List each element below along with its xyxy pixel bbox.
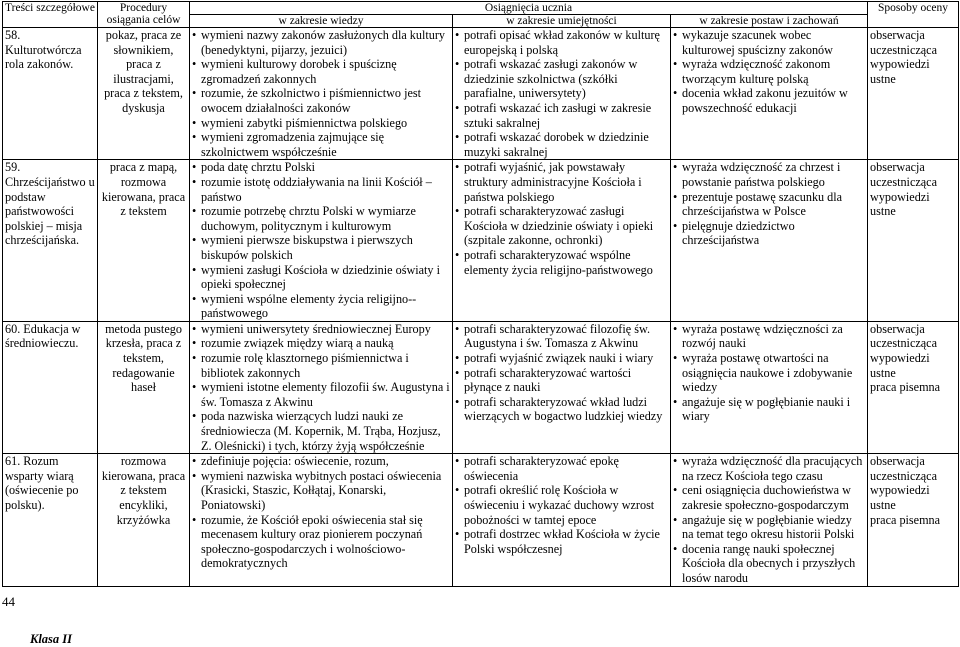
list-item: • wymieni istotne elementy filozofii św. Augustyna i św. Tomasza z Akwinu	[192, 380, 450, 409]
list-item: • potrafi scharakteryzować epokę oświecenia	[455, 454, 668, 483]
list-item: • wykazuje szacunek wobec kulturowej spuścizny zakonów	[673, 28, 865, 57]
knowledge-cell	[190, 454, 453, 586]
list-item: • angażuje się w pogłębianie wiedzy na temat tego okresu historii Polski	[673, 513, 865, 542]
procedures-cell: metoda pustego krzesła, praca z tekstem, redagowanie haseł	[98, 321, 190, 453]
topic-cell: 59. Chrześcijaństwo u podstaw państwowości polskiej – misja chrześcijańska.	[3, 160, 98, 322]
assessment-item: obserwacja uczestnicząca	[870, 321, 937, 351]
assessment-item: obserwacja uczestnicząca	[870, 454, 937, 483]
list-item: • wyraża postawę wdzięczności za rozwój nauki	[673, 322, 865, 351]
list-item: • potrafi wskazać dorobek w dziedzinie muzyki sakralnej	[455, 130, 668, 159]
assessment-cell	[868, 160, 959, 322]
assessment-item: wypowiedzi ustne	[870, 351, 930, 380]
list-item: • wyraża postawę otwartości na osiągnięcia naukowe i zdobywanie wiedzy	[673, 351, 865, 395]
knowledge-cell	[190, 160, 453, 322]
list-item: • wymieni zgromadzenia zajmujące się szkolnictwem współcześnie	[192, 130, 450, 159]
procedures-cell: pokaz, praca ze słownikiem, praca z ilustracjami, praca z tekstem, dyskusja	[98, 28, 190, 160]
table-row	[3, 454, 959, 586]
assessment-item: praca pisemna	[870, 380, 941, 395]
list-item: • potrafi scharakteryzować wartości płynące z nauki	[455, 366, 668, 395]
table-row	[3, 160, 959, 322]
skills-cell	[453, 321, 671, 453]
assessment-item: wypowiedzi ustne	[870, 483, 930, 512]
list-item: • docenia wkład zakonu jezuitów w powszechność edukacji	[673, 86, 865, 115]
list-item: • potrafi wskazać ich zasługi w zakresie sztuki sakralnej	[455, 101, 668, 130]
list-item: • docenia rangę nauki społecznej Kościoła dla obecnych i przyszłych losów narodu	[673, 542, 865, 586]
list-item: • prezentuje postawę szacunku dla chrześcijaństwa w Polsce	[673, 190, 865, 219]
list-item: • wymieni kulturowy dorobek i spuściznę zgromadzeń zakonnych	[192, 57, 450, 86]
header-osiagniecia: Osiągnięcia ucznia	[190, 2, 868, 15]
header-postaw: w zakresie postaw i zachowań	[671, 15, 868, 28]
page-number: 44	[2, 594, 15, 609]
assessment-item: obserwacja uczestnicząca	[870, 160, 937, 189]
list-item: • rozumie, że szkolnictwo i piśmiennictwo jest owocem działalności zakonów	[192, 86, 450, 115]
list-item: • zdefiniuje pojęcia: oświecenie, rozum,	[192, 454, 450, 469]
list-item: • ceni osiągnięcia duchowieństwa w zakresie społeczno-gospodarczym	[673, 483, 865, 512]
list-item: • pielęgnuje dziedzictwo chrześcijaństwa	[673, 219, 865, 248]
attitudes-cell	[671, 454, 868, 586]
table-row	[3, 28, 959, 160]
assessment-cell	[868, 321, 959, 453]
assessment-item: praca pisemna	[870, 512, 941, 527]
header-row-1	[3, 2, 959, 15]
header-umiejetnosci: w zakresie umiejętności	[453, 15, 671, 28]
list-item: • potrafi wyjaśnić, jak powstawały struktury administracyjne Kościoła i państwa polskiego	[455, 160, 668, 204]
list-item: • rozumie związek między wiarą a nauką	[192, 336, 450, 351]
procedures-cell: praca z mapą, rozmowa kierowana, praca z tekstem	[98, 160, 190, 322]
list-item: • potrafi określić rolę Kościoła w oświeceniu i wykazać duchowy wzrost pobożności w tamtej epoce	[455, 483, 668, 527]
header-procedury: Procedury osiągania celów	[98, 2, 190, 28]
list-item: • rozumie rolę klasztornego piśmiennictwa i bibliotek zakonnych	[192, 351, 450, 380]
list-item: • rozumie, że Kościół epoki oświecenia stał się mecenasem kultury oraz pionierem poczynań społeczno-gospodarczych i wolnościowo-demokratycznych	[192, 513, 450, 571]
list-item: • wyraża wdzięczność za chrzest i powstanie państwa polskiego	[673, 160, 865, 189]
list-item: • rozumie potrzebę chrztu Polski w wymiarze duchowym, politycznym i kulturowym	[192, 204, 450, 233]
procedures-cell: rozmowa kierowana, praca z tekstem encykliki, krzyżówka	[98, 454, 190, 586]
skills-cell	[453, 160, 671, 322]
list-item: • wymieni nazwy zakonów zasłużonych dla kultury (benedyktyni, pijarzy, jezuici)	[192, 28, 450, 57]
skills-cell	[453, 28, 671, 160]
list-item: • angażuje się w pogłębianie nauki i wiary	[673, 395, 865, 424]
list-item: • potrafi scharakteryzować wspólne elementy życia religijno-państwowego	[455, 248, 668, 277]
attitudes-cell	[671, 160, 868, 322]
list-item: • wyraża wdzięczność zakonom tworzącym kulturę polską	[673, 57, 865, 86]
list-item: • wymieni zasługi Kościoła w dziedzinie oświaty i opieki społecznej	[192, 263, 450, 292]
assessment-item: wypowiedzi ustne	[870, 57, 930, 86]
topic-cell: 58. Kulturotwórcza rola zakonów.	[3, 28, 98, 160]
header-tresci: Treści szczegółowe	[3, 2, 98, 28]
header-sposoby: Sposoby oceny	[868, 2, 959, 28]
list-item: • potrafi scharakteryzować zasługi Kościoła w dziedzinie oświaty i opieki (szpitale zakonne, ochronki)	[455, 204, 668, 248]
list-item: • poda nazwiska wierzących ludzi nauki ze średniowiecza (M. Kopernik, M. Trąba, Hozjusz, Z. Oleśnicki) i tych, którzy żyją współcześnie	[192, 409, 450, 453]
table-row	[3, 321, 959, 453]
topic-cell: 61. Rozum wsparty wiarą (oświecenie po polsku).	[3, 454, 98, 586]
class-label: Klasa II	[30, 632, 73, 646]
assessment-cell	[868, 454, 959, 586]
list-item: • potrafi opisać wkład zakonów w kulturę europejską i polską	[455, 28, 668, 57]
list-item: • rozumie istotę oddziaływania na linii Kościół – państwo	[192, 175, 450, 204]
assessment-item: obserwacja uczestnicząca	[870, 28, 937, 57]
knowledge-cell	[190, 28, 453, 160]
header-wiedzy: w zakresie wiedzy	[190, 15, 453, 28]
attitudes-cell	[671, 321, 868, 453]
knowledge-cell	[190, 321, 453, 453]
topic-cell: 60. Edukacja w średniowieczu.	[3, 321, 98, 453]
assessment-item: wypowiedzi ustne	[870, 189, 930, 219]
attitudes-cell	[671, 28, 868, 160]
list-item: • wymieni nazwiska wybitnych postaci oświecenia (Krasicki, Staszic, Kołłątaj, Konarski, Poniatowski)	[192, 469, 450, 513]
list-item: • potrafi wyjaśnić związek nauki i wiary	[455, 351, 668, 366]
list-item: • wyraża wdzięczność dla pracujących na rzecz Kościoła tego czasu	[673, 454, 865, 483]
list-item: • wymieni zabytki piśmiennictwa polskiego	[192, 116, 450, 131]
list-item: • potrafi scharakteryzować wkład ludzi wierzących w bogactwo ludzkiej wiedzy	[455, 395, 668, 424]
list-item: • potrafi wskazać zasługi zakonów w dziedzinie szkolnictwa (szkółki parafialne, uniwersytety)	[455, 57, 668, 101]
list-item: • wymieni wspólne elementy życia religijno--państwowego	[192, 292, 450, 321]
list-item: • potrafi scharakteryzować filozofię św. Augustyna i św. Tomasza z Akwinu	[455, 322, 668, 351]
curriculum-table	[2, 1, 959, 587]
skills-cell	[453, 454, 671, 586]
list-item: • wymieni uniwersytety średniowiecznej Europy	[192, 322, 450, 337]
list-item: • potrafi dostrzec wkład Kościoła w życie Polski współczesnej	[455, 527, 668, 556]
list-item: • wymieni pierwsze biskupstwa i pierwszych biskupów polskich	[192, 233, 450, 262]
assessment-cell	[868, 28, 959, 160]
list-item: • poda datę chrztu Polski	[192, 160, 450, 175]
